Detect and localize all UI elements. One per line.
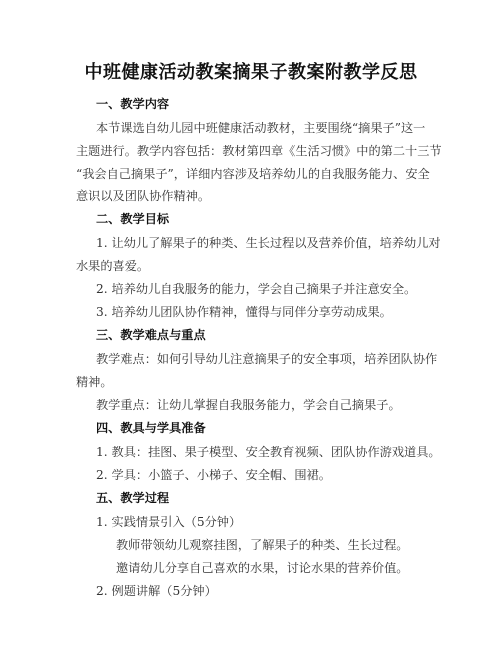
process-step-2: 2. 例题讲解（5分钟） [96,584,217,598]
process-step-1-detail-2: 邀请幼儿分享自己喜欢的水果，讨论水果的营养价值。 [116,561,409,575]
goal-1-line-2: 水果的喜爱。 [76,259,150,273]
goal-1-line-1: 1. 让幼儿了解果子的种类、生长过程以及营养价值，培养幼儿对 [96,236,441,250]
difficulty-line-2: 精神。 [76,375,113,389]
teaching-aids: 1. 教具：挂图、果子模型、安全教育视频、团队协作游戏道具。 [96,445,441,459]
section-4-heading: 四、教具与学具准备 [96,421,206,435]
key-point: 教学重点：让幼儿掌握自我服务能力，学会自己摘果子。 [96,398,401,412]
process-step-1-detail-1: 教师带领幼儿观察挂图，了解果子的种类、生长过程。 [116,538,409,552]
goal-3: 3. 培养幼儿团队协作精神，懂得与同伴分享劳动成果。 [96,305,392,319]
process-step-1: 1. 实践情景引入（5分钟） [96,515,242,529]
learning-aids: 2. 学具：小篮子、小梯子、安全帽、围裙。 [96,468,331,482]
goal-2: 2. 培养幼儿自我服务的能力，学会自己摘果子并注意安全。 [96,282,417,296]
section-2-heading: 二、教学目标 [96,212,170,226]
difficulty-line-1: 教学难点：如何引导幼儿注意摘果子的安全事项，培养团队协作 [96,352,438,366]
section-1-paragraph-line-3: “我会自己摘果子”，详细内容涉及培养幼儿的自我服务能力、安全 [76,167,430,181]
section-3-heading: 三、教学难点与重点 [96,328,206,342]
document-title: 中班健康活动教案摘果子教案附教学反思 [84,62,418,83]
section-1-heading: 一、教学内容 [96,97,170,111]
section-1-paragraph-line-4: 意识以及团队协作精神。 [76,189,211,203]
section-1-paragraph-line-1: 本节课选自幼儿园中班健康活动教材，主要围绕“摘果子”这一 [96,121,426,135]
section-1-paragraph-line-2: 主题进行。教学内容包括：教材第四章《生活习惯》中的第二十三节 [76,144,442,158]
section-5-heading: 五、教学过程 [96,491,170,505]
